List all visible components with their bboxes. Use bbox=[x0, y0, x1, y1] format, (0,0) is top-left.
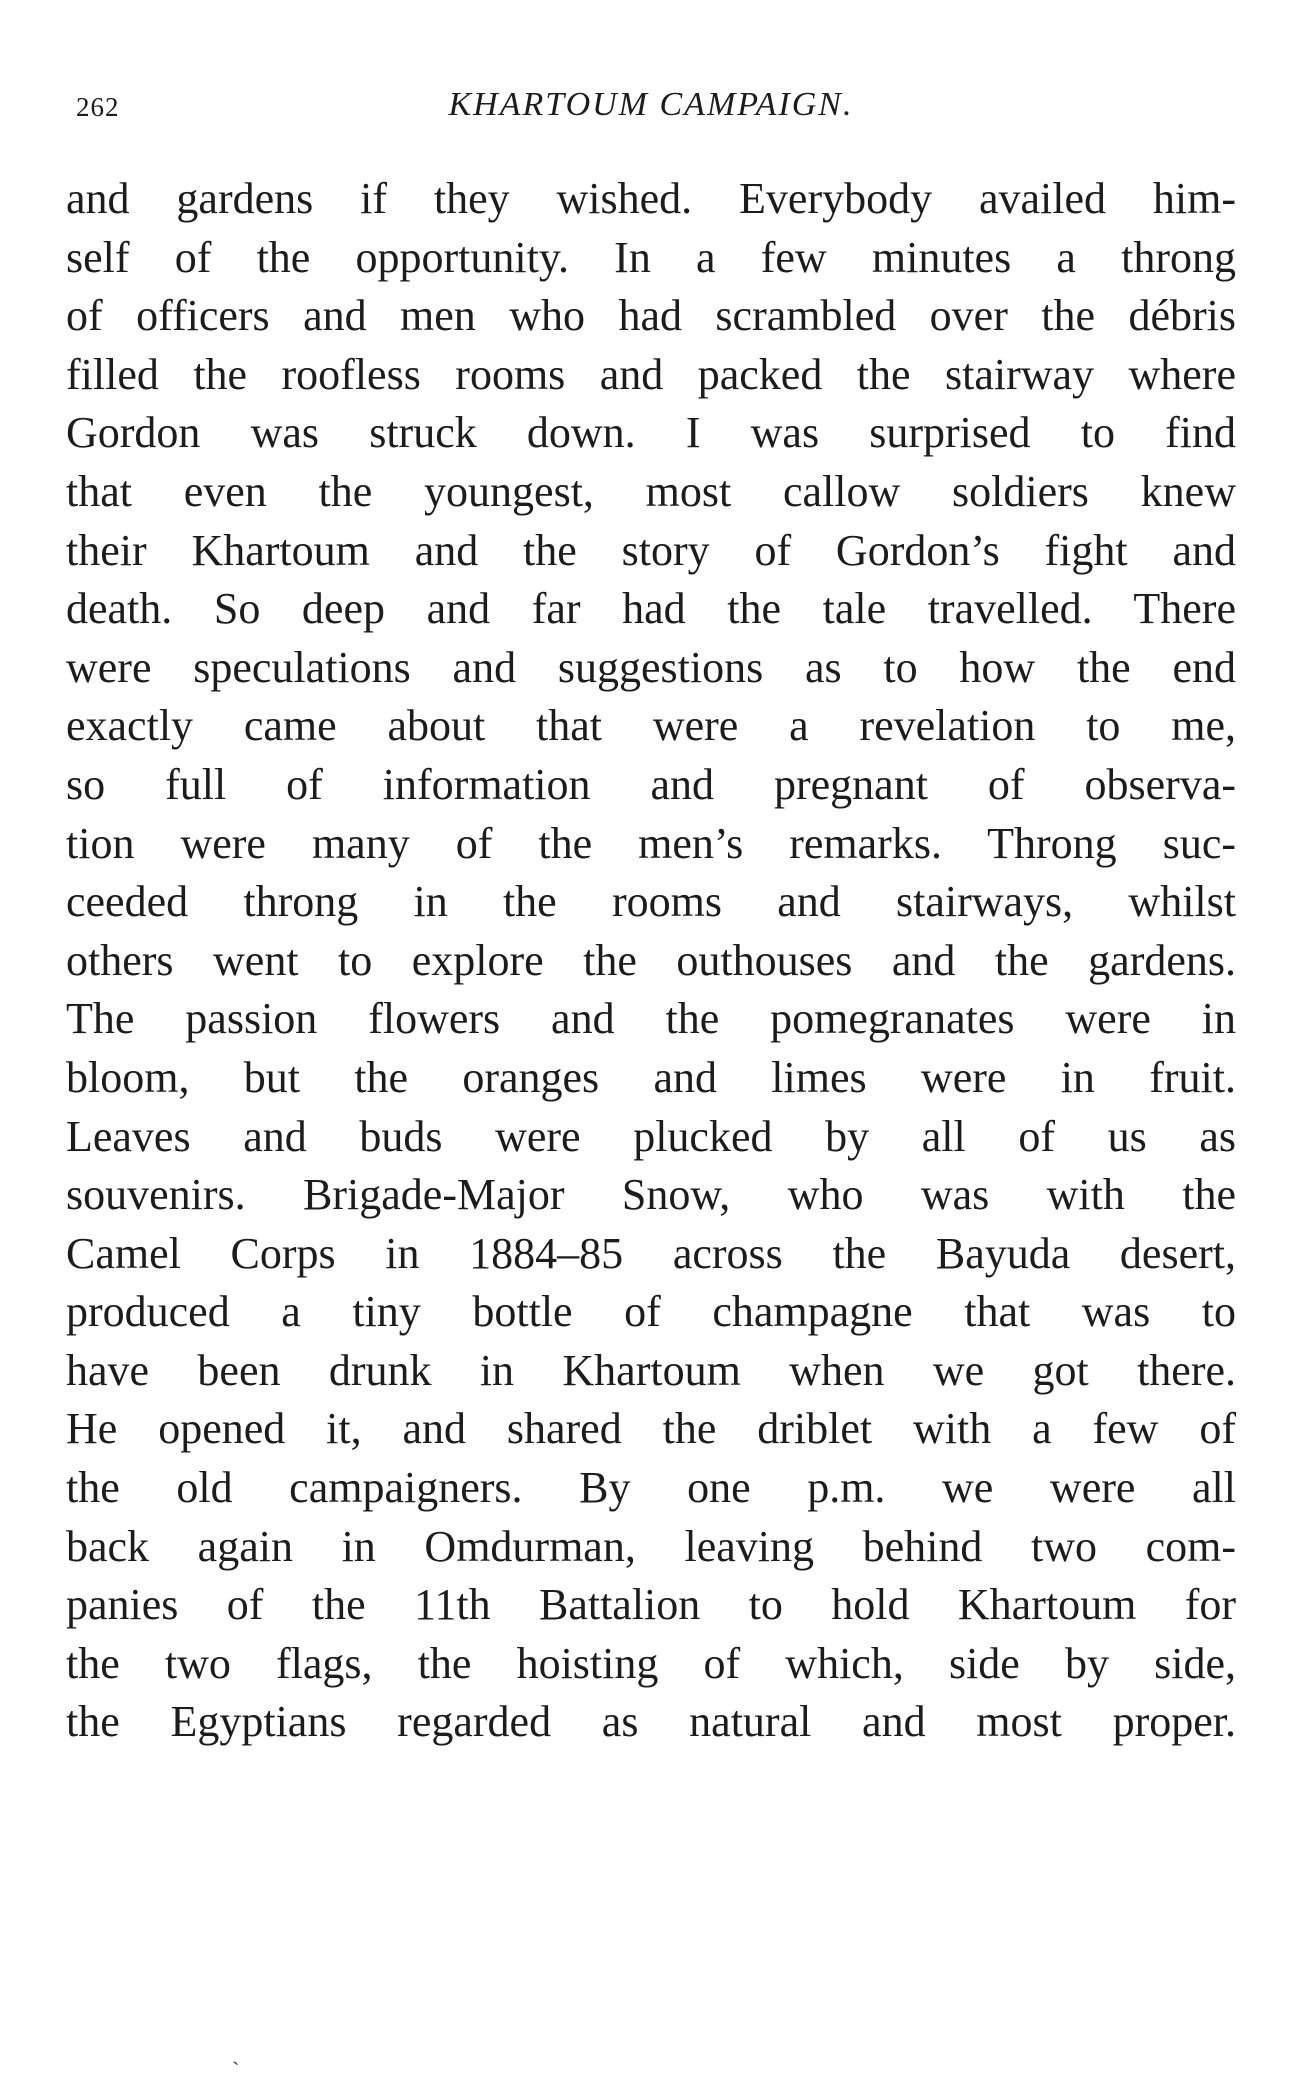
text-line: death. So deep and far had the tale travelled. There bbox=[66, 584, 1236, 634]
text-line: He opened it, and shared the driblet with a few of bbox=[66, 1404, 1236, 1454]
text-line: Gordon was struck down. I was surprised to find bbox=[66, 408, 1236, 458]
text-line: their Khartoum and the story of Gordon’s fight and bbox=[66, 525, 1236, 575]
stray-mark: ˎ bbox=[232, 2040, 240, 2065]
text-line: back again in Omdurman, leaving behind two com- bbox=[66, 1521, 1236, 1571]
text-line: panies of the 11th Battalion to hold Khartoum for bbox=[66, 1580, 1236, 1630]
body-text bbox=[66, 170, 1236, 1752]
text-line: tion were many of the men’s remarks. Throng suc- bbox=[66, 818, 1236, 868]
text-line: the two flags, the hoisting of which, side by side, bbox=[66, 1638, 1236, 1688]
text-line: and gardens if they wished. Everybody availed him- bbox=[66, 174, 1236, 223]
text-line: that even the youngest, most callow soldiers knew bbox=[66, 466, 1236, 516]
page-number: 262 bbox=[76, 92, 120, 122]
text-line: produced a tiny bottle of champagne that was to bbox=[66, 1287, 1236, 1337]
text-line: others went to explore the outhouses and the gardens. bbox=[66, 935, 1236, 985]
text-line: self of the opportunity. In a few minutes a throng bbox=[66, 232, 1236, 282]
text-line: were speculations and suggestions as to how the end bbox=[66, 642, 1236, 692]
text-line: ceeded throng in the rooms and stairways, whilst bbox=[66, 877, 1236, 927]
text-line: Camel Corps in 1884–85 across the Bayuda desert, bbox=[66, 1228, 1236, 1278]
text-line: of officers and men who had scrambled over the débris bbox=[66, 291, 1236, 341]
text-line: bloom, but the oranges and limes were in fruit. bbox=[66, 1052, 1236, 1102]
text-line: filled the roofless rooms and packed the stairway where bbox=[66, 349, 1236, 399]
page-header bbox=[66, 86, 1236, 136]
text-line: have been drunk in Khartoum when we got there. bbox=[66, 1345, 1236, 1395]
text-line: the old campaigners. By one p.m. we were all bbox=[66, 1463, 1236, 1513]
text-line: The passion flowers and the pomegranates were in bbox=[66, 994, 1236, 1044]
running-head: KHARTOUM CAMPAIGN. bbox=[448, 86, 854, 123]
text-line: souvenirs. Brigade-Major Snow, who was with the bbox=[66, 1170, 1236, 1220]
text-line: the Egyptians regarded as natural and most proper. bbox=[66, 1697, 1236, 1747]
text-line: so full of information and pregnant of observa- bbox=[66, 759, 1236, 809]
text-line: exactly came about that were a revelation to me, bbox=[66, 701, 1236, 751]
text-line: Leaves and buds were plucked by all of us as bbox=[66, 1111, 1236, 1161]
